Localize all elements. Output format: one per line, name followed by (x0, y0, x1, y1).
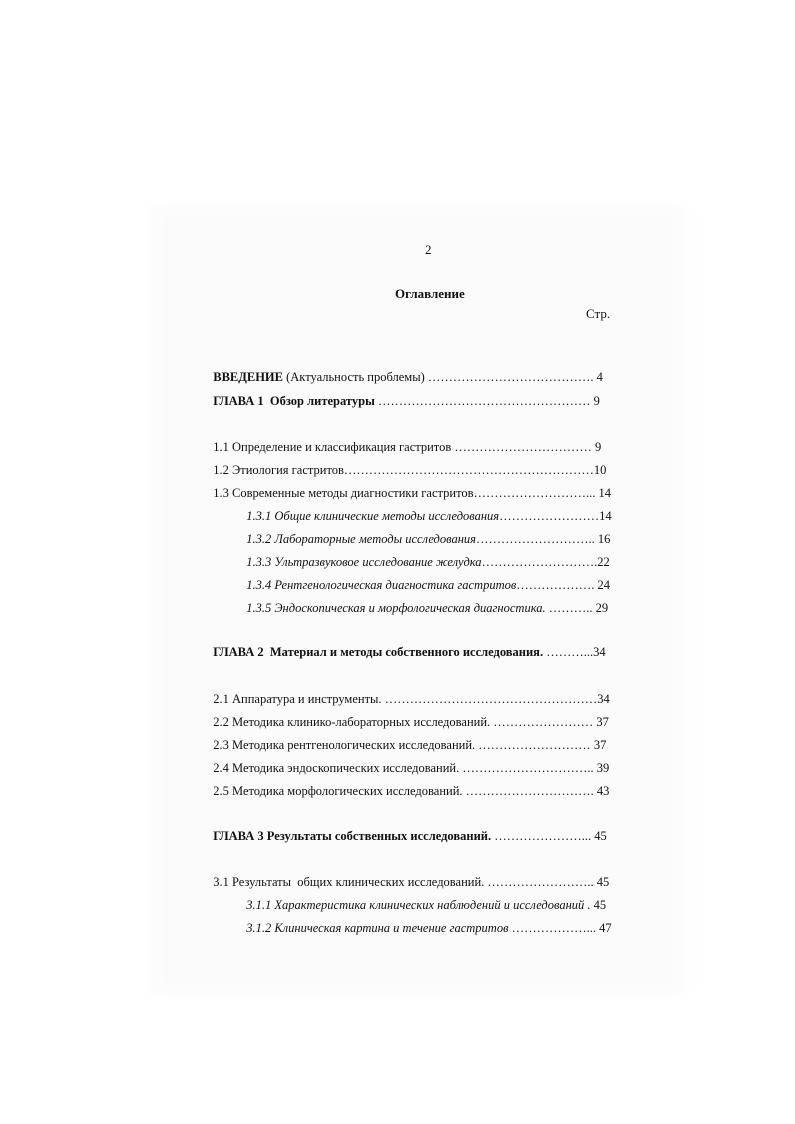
toc-entry-text: 1.1 Определение и классификация гастритов (213, 440, 452, 454)
toc-leader-dots: ……….. (543, 645, 590, 659)
toc-leader-dots: ………………………... (473, 486, 596, 500)
toc-leader-dots: …………………… (490, 715, 594, 729)
toc-leader-dots: …………………………………. (424, 370, 594, 384)
toc-page-number: 43 (593, 784, 610, 798)
toc-entry-1-3-5[interactable] (240, 584, 608, 616)
toc-page-number: 45 (590, 898, 607, 912)
toc-entry-3-1-2[interactable] (240, 904, 612, 936)
toc-page-number: 39 (593, 761, 610, 775)
toc-leader-dots: …………………... (491, 829, 592, 843)
toc-leader-dots: …………………… (499, 509, 600, 523)
toc-page-number: 45 (593, 875, 610, 889)
toc-leader-dots: ……………………… (481, 555, 595, 569)
toc-page-number: 24 (594, 578, 611, 592)
toc-leader-dots: ……….. (545, 601, 593, 615)
toc-entry-text: 2.5 Методика морфологических исследований. (213, 784, 463, 798)
toc-leader-dots: ………………. (516, 578, 595, 592)
toc-entry-chapter-2[interactable] (207, 628, 606, 660)
toc-entry-2-5[interactable] (207, 767, 609, 799)
toc-entry-chapter-1[interactable] (207, 377, 600, 409)
toc-page-number: 29 (592, 601, 609, 615)
toc-entry-text: 3.1.2 Клиническая картина и течение гастритов (246, 921, 509, 935)
toc-leader-dots: …………………………… (451, 440, 592, 454)
toc-page-number: 37 (593, 715, 609, 729)
toc-leader-dots: …………………………. (462, 784, 594, 798)
toc-entry-text: 1.2 Этиология гастритов (213, 463, 344, 477)
toc-leader-dots: …………………………………………………… (343, 463, 594, 477)
toc-page-number: 10 (593, 463, 607, 477)
toc-entry-text: 2.1 Аппаратура и инструменты. (213, 692, 382, 706)
toc-page-number: 47 (596, 921, 612, 935)
toc-entry-text: 2.2 Методика клинико-лабораторных исследований. (213, 715, 491, 729)
page-number: 2 (425, 242, 432, 257)
toc-page-number: 9 (591, 440, 602, 454)
toc-entry-text: 1.3.3 Ультразвуковое исследование желудка (246, 555, 482, 569)
toc-entry-heading: ВВЕДЕНИЕ (213, 370, 283, 384)
toc-leader-dots: ……………………… (475, 738, 591, 752)
toc-leader-dots: ………………... (508, 921, 596, 935)
page-column-label: Стр. (586, 306, 611, 321)
toc-entry-text: 2.3 Методика рентгенологических исследований. (213, 738, 476, 752)
toc-leader-dots: …………………………………………… (381, 692, 598, 706)
toc-entry-text: ГЛАВА 3 Результаты собственных исследований. (213, 829, 492, 843)
toc-entry-text: 2.4 Методика эндоскопических исследований. (213, 761, 460, 775)
toc-page-number: .34 (589, 645, 606, 659)
toc-entry-text: 1.3.4 Рентгенологическая диагностика гастритов (246, 578, 517, 592)
toc-page-number: 14 (599, 509, 612, 523)
toc-page-number: 14 (595, 486, 612, 500)
toc-leader-dots: ………………………….. (459, 761, 594, 775)
toc-entry-text: 1.3.5 Эндоскопическая и морфологическая диагностика. (246, 601, 546, 615)
toc-page-number: 34 (597, 692, 610, 706)
toc-entry-text: 1.3.2 Лабораторные методы исследования (246, 532, 476, 546)
toc-entry-text: 3.1.1 Характеристика клинических наблюдений и исследований . (246, 898, 591, 912)
toc-leader-dots: …………………………………………… (374, 394, 591, 408)
toc-leader-dots: ……………………….. (476, 532, 595, 546)
toc-page-number: .22 (594, 555, 610, 569)
toc-entry-text: 1.3.1 Общие клинические методы исследования (246, 509, 500, 523)
toc-page-number: 45 (591, 829, 607, 843)
toc-page-number: 9 (590, 394, 600, 408)
toc-entry-text: 3.1 Результаты общих клинических исследований. (213, 875, 485, 889)
toc-entry-text: ГЛАВА 1 Обзор литературы (213, 394, 375, 408)
toc-entry-text: 1.3 Современные методы диагностики гастритов (213, 486, 474, 500)
toc-page-number: 4 (593, 370, 603, 384)
toc-entry-text: ГЛАВА 2 Материал и методы собственного исследования. (213, 645, 544, 659)
toc-page-number: 16 (594, 532, 611, 546)
toc-entry-text: (Актуальность проблемы) (282, 370, 425, 384)
toc-entry-chapter-3[interactable] (207, 812, 607, 844)
toc-page-number: 37 (590, 738, 607, 752)
toc-leader-dots: …………………….. (484, 875, 594, 889)
toc-title: Оглавление (395, 286, 465, 301)
